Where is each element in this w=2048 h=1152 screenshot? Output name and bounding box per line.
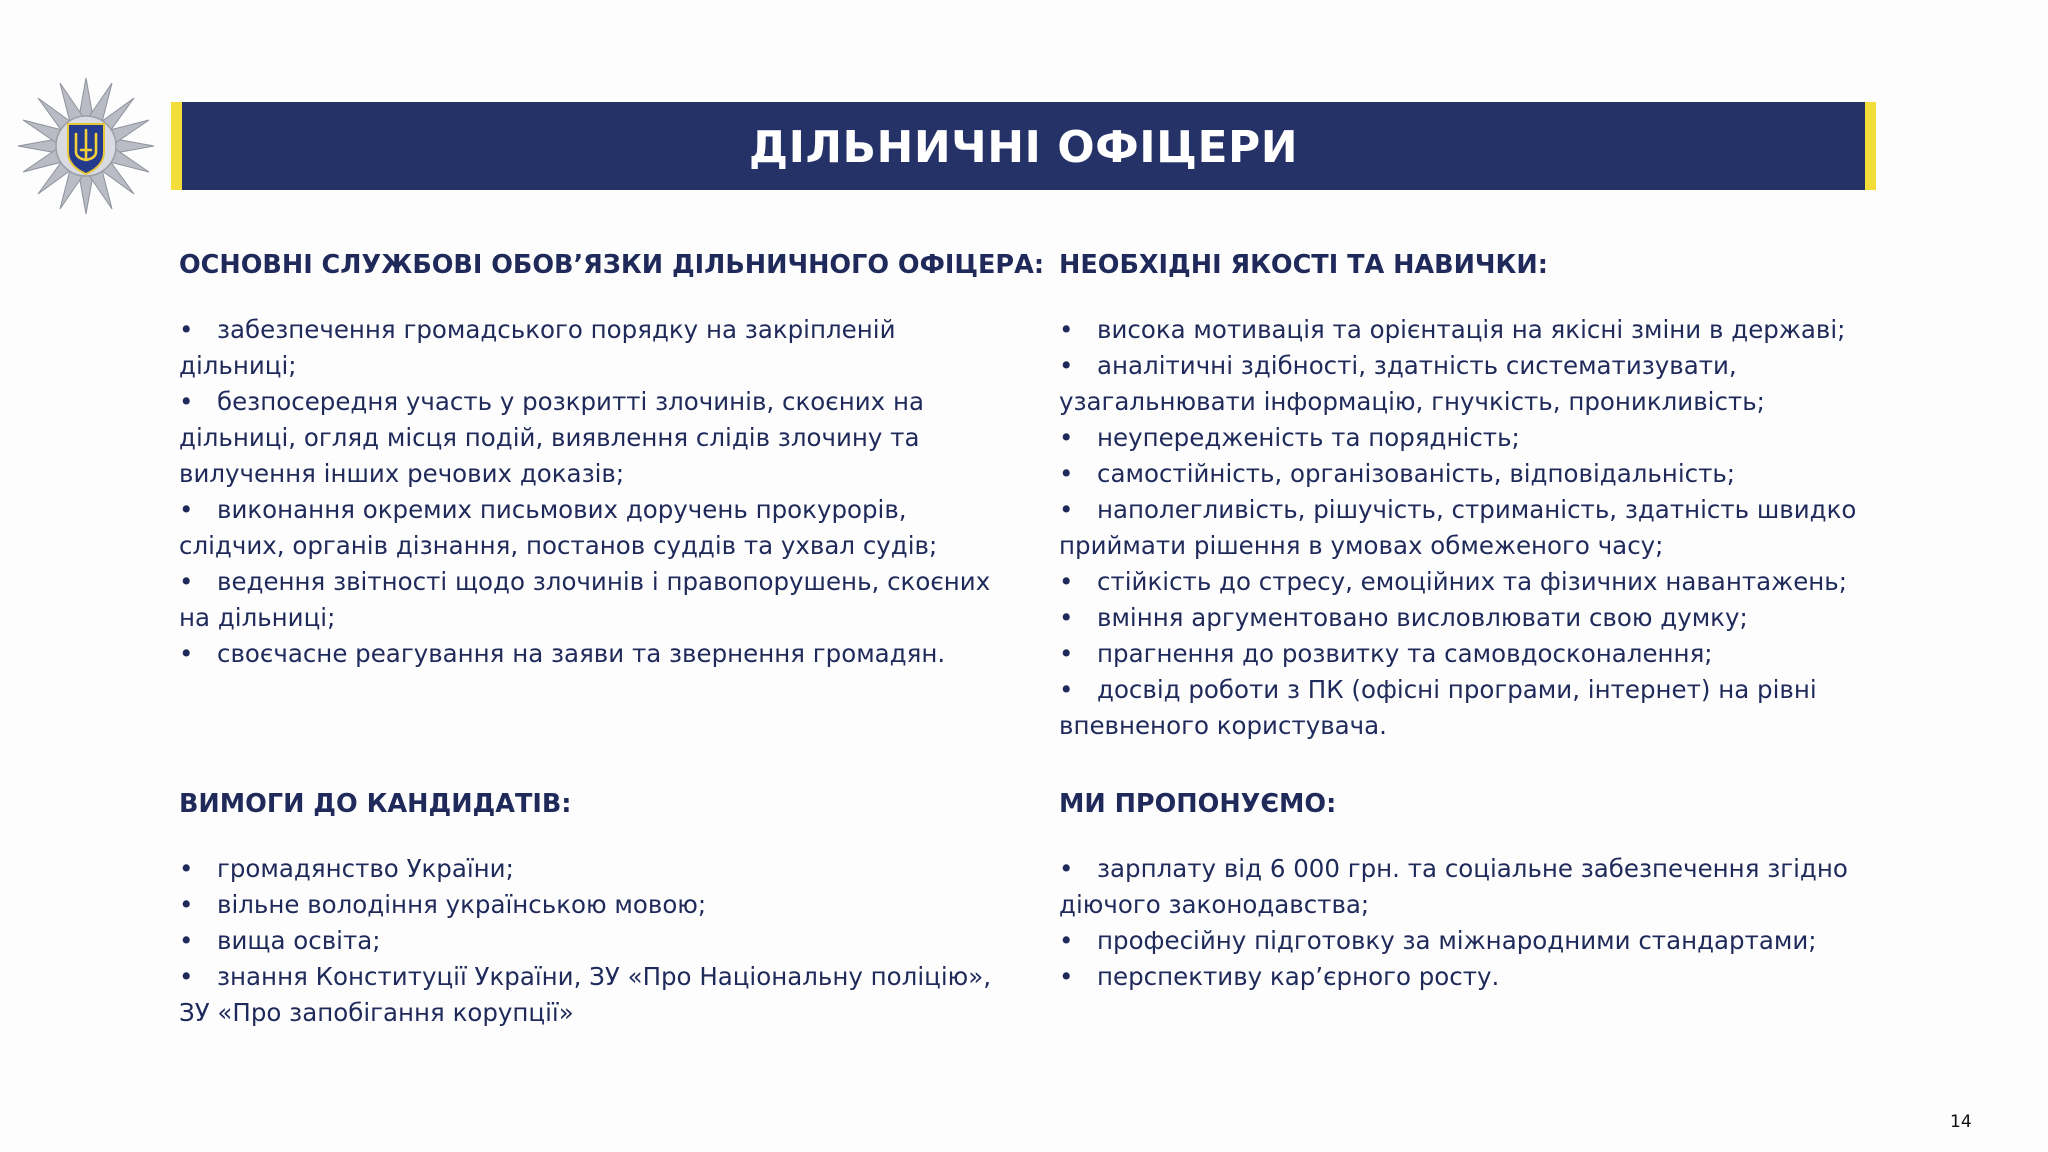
- section-heading: ВИМОГИ ДО КАНДИДАТІВ:: [179, 789, 572, 819]
- list-item: • неупередженість та порядність;: [1059, 423, 1520, 452]
- police-emblem-logo: [16, 76, 156, 216]
- section-offer: [1059, 787, 1889, 995]
- list-item: • самостійність, організованість, відповідальність;: [1059, 459, 1736, 488]
- list-item: • перспективу кар’єрного росту.: [1059, 962, 1500, 991]
- list-item: • ведення звітності щодо злочинів і правопорушень, скоєних на дільниці;: [179, 567, 991, 632]
- page-title: ДІЛЬНИЧНІ ОФІЦЕРИ: [748, 121, 1299, 173]
- list-item: • вільне володіння українською мовою;: [179, 890, 707, 919]
- list-item: • знання Конституції України, ЗУ «Про Національну поліцію», ЗУ «Про запобігання корупції»: [179, 962, 992, 1027]
- police-star-trident-icon: [16, 76, 156, 216]
- section-requirements: [179, 787, 999, 1031]
- list-item: • прагнення до розвитку та самовдосконалення;: [1059, 639, 1713, 668]
- section-heading: НЕОБХІДНІ ЯКОСТІ ТА НАВИЧКИ:: [1059, 250, 1548, 280]
- section-heading: МИ ПРОПОНУЄМО:: [1059, 789, 1337, 819]
- section-duties: [179, 248, 1045, 672]
- list-item: • наполегливість, рішучість, стриманість, здатність швидко приймати рішення в умовах обмеженого часу;: [1059, 495, 1857, 560]
- list-item: • вища освіта;: [179, 926, 381, 955]
- page-number: 14: [1950, 1112, 1972, 1132]
- list-item: • зарплату від 6 000 грн. та соціальне забезпечення згідно діючого законодавства;: [1059, 854, 1848, 919]
- list-item: • громадянство України;: [179, 854, 514, 883]
- list-item: • виконання окремих письмових доручень прокурорів, слідчих, органів дізнання, постанов суддів та ухвал судів;: [179, 495, 938, 560]
- title-banner: [171, 102, 1876, 190]
- list-item: • безпосередня участь у розкритті злочинів, скоєних на дільниці, огляд місця подій, виявлення слідів злочину та вилучення інших речових доказів;: [179, 387, 924, 488]
- list-item: • забезпечення громадського порядку на закріпленій дільниці;: [179, 315, 896, 380]
- list-item: • вміння аргументовано висловлювати свою думку;: [1059, 603, 1748, 632]
- section-heading: ОСНОВНІ СЛУЖБОВІ ОБОВ’ЯЗКИ ДІЛЬНИЧНОГО ОФІЦЕРА:: [179, 250, 1045, 280]
- list-item: • висока мотивація та орієнтація на якісні зміни в державі;: [1059, 315, 1846, 344]
- section-qualities: [1059, 248, 1889, 744]
- list-item: • стійкість до стресу, емоційних та фізичних навантажень;: [1059, 567, 1847, 596]
- list-item: • своєчасне реагування на заяви та звернення громадян.: [179, 639, 946, 668]
- list-item: • професійну підготовку за міжнародними стандартами;: [1059, 926, 1817, 955]
- list-item: • досвід роботи з ПК (офісні програми, інтернет) на рівні впевненого користувача.: [1059, 675, 1817, 740]
- list-item: • аналітичні здібності, здатність систематизувати, узагальнювати інформацію, гнучкість, проникливість;: [1059, 351, 1765, 416]
